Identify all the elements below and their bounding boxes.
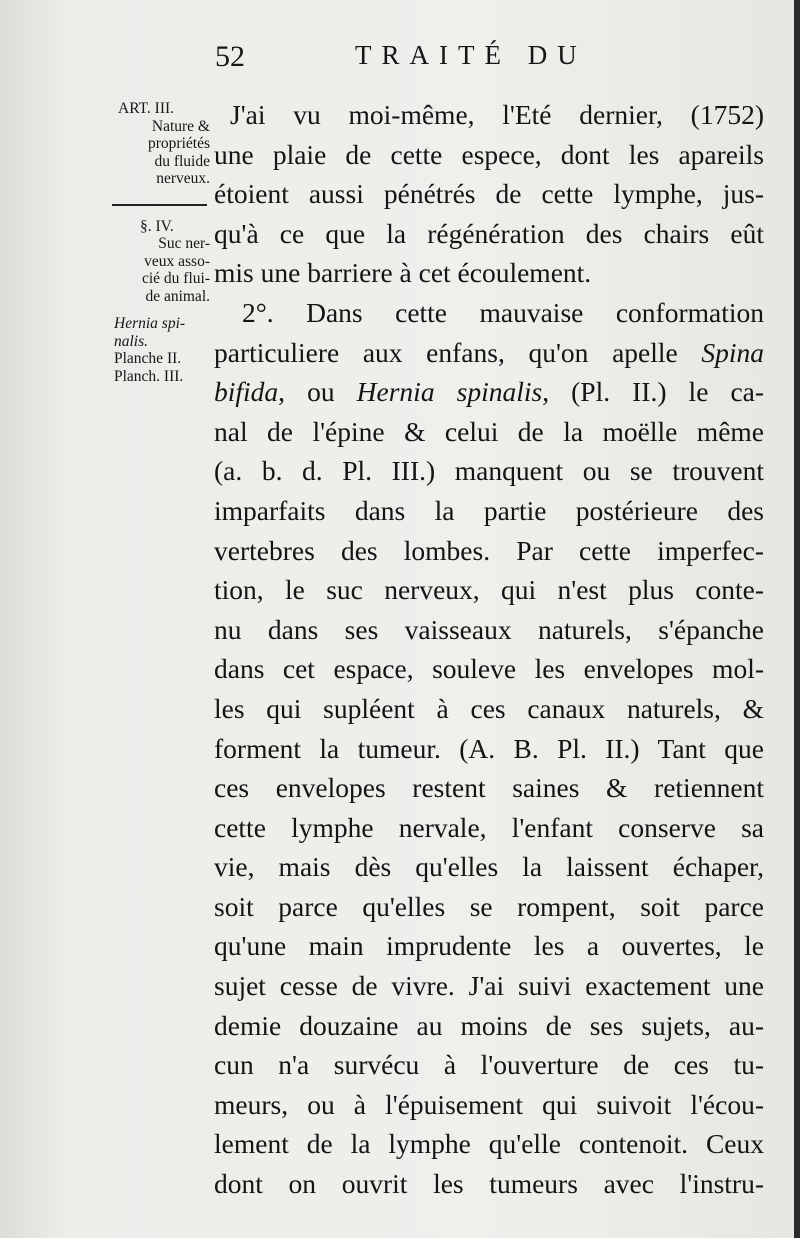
text-line: forment la tumeur. (A. B. Pl. II.) Tant que (214, 732, 764, 764)
text-line: 2°. Dans cette mauvaise conformation (242, 296, 764, 328)
text-line: vie, mais dès qu'elles la laissent échaper, (214, 851, 764, 883)
text-line: dans cet espace, souleve les envelopes mol- (214, 653, 764, 685)
margin-suc-4: de animal. (145, 287, 210, 305)
text-line: imparfaits dans la partie postérieure des (214, 494, 764, 526)
text-line: sujet cesse de vivre. J'ai suivi exactement une (214, 970, 764, 1002)
text-line: nu dans ses vaisseaux naturels, s'épanche (214, 613, 764, 645)
text-line: qu'une main imprudente les a ouvertes, le (214, 930, 764, 962)
margin-divider (112, 204, 207, 206)
text-line: (a. b. d. Pl. III.) manquent ou se trouvent (214, 455, 764, 487)
text-line: une plaie de cette espece, dont les apareils (214, 138, 764, 170)
text-line: lement de la lymphe qu'elle contenoit. Ceux (214, 1128, 764, 1160)
text-line: ces envelopes restent saines & retiennent (214, 772, 764, 804)
margin-hernia-1: Hernia spi- (114, 315, 186, 332)
margin-notes (100, 100, 210, 385)
text-line: tion, le suc nerveux, qui n'est plus conte- (214, 574, 764, 606)
page-edge-shadow (794, 0, 800, 1238)
text-line: qu'à ce que la régénération des chairs eût (214, 217, 764, 249)
margin-hernia-2: nalis. (114, 332, 149, 350)
running-head: TRAITÉ DU (355, 40, 587, 70)
text-line: bifida, ou Hernia spinalis, (Pl. II.) le ca- (214, 376, 764, 408)
margin-section: §. IV. (140, 217, 174, 235)
margin-planche-2: Planch. III. (114, 367, 184, 385)
page-number: 52 (215, 40, 245, 73)
page-header (205, 36, 625, 76)
text-line: soit parce qu'elles se rompent, soit parce (214, 890, 764, 922)
text-line: les qui supléent à ces canaux naturels, & (214, 692, 764, 724)
margin-nature-4: nerveux. (156, 170, 210, 187)
margin-nature-1: Nature & (151, 117, 210, 135)
margin-suc-2: veux asso- (144, 252, 210, 270)
text-line: dont on ouvrit les tumeurs avec l'instru- (214, 1168, 764, 1200)
text-line: cette lymphe nervale, l'enfant conserve sa (214, 811, 764, 843)
text-line: J'ai vu moi-même, l'Eté dernier, (1752) (230, 99, 764, 130)
text-line: meurs, ou à l'épuisement qui suivoit l'écou- (214, 1088, 764, 1120)
margin-suc-1: Suc ner- (158, 235, 210, 252)
text-line: nal de l'épine & celui de la moëlle même (214, 415, 764, 447)
margin-suc-3: cié du flui- (141, 270, 210, 287)
text-line: demie douzaine au moins de ses sujets, au- (214, 1009, 764, 1041)
text-line: étoient aussi pénétrés de cette lymphe, jus- (214, 178, 764, 210)
margin-planche-1: Planche II. (114, 350, 182, 367)
margin-nature-2: propriétés (148, 135, 210, 152)
text-line: particuliere aux enfans, qu'on apelle Spina (214, 336, 764, 368)
text-line: mis une barriere à cet écoulement. (214, 257, 592, 289)
text-line: vertebres des lombes. Par cette imperfec- (214, 534, 764, 566)
margin-gap (100, 305, 210, 315)
body-text (214, 95, 764, 1204)
margin-article: ART. III. (118, 100, 175, 117)
margin-nature-3: du fluide (154, 152, 210, 170)
text-line: cun n'a survécu à l'ouverture de ces tu- (214, 1049, 764, 1081)
